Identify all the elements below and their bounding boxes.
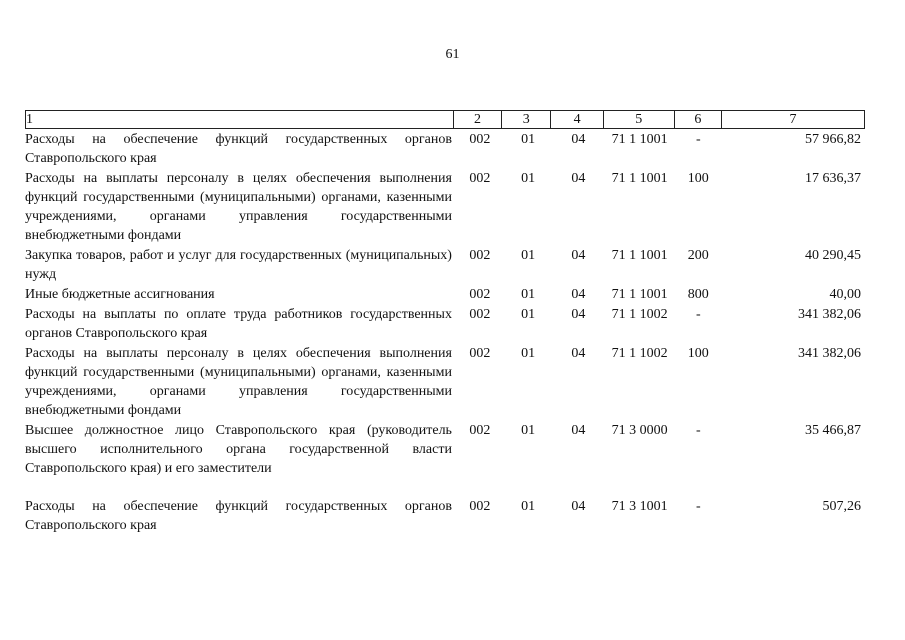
target-article: 71 1 1001 (611, 171, 668, 186)
table-row (25, 130, 865, 168)
table-row (25, 305, 865, 343)
table-row (25, 246, 865, 284)
expense-name: Закупка товаров, работ и услуг для государственных (муниципальных) нужд (25, 248, 452, 282)
expense-name: Иные бюджетные ассигнования (25, 287, 215, 302)
amount: 40,00 (829, 287, 861, 302)
amount: 57 966,82 (805, 132, 861, 147)
target-article: 71 1 1001 (611, 248, 668, 263)
subsection-code: 04 (571, 132, 586, 147)
ministry-code: 002 (469, 171, 491, 186)
section-code: 01 (521, 423, 536, 438)
expense-name: Расходы на выплаты персоналу в целях обеспечения выполнения функций государственными (муниципальными) органами, казенными учреждениями, органами управления государственными внебюджетными фондами (25, 171, 452, 243)
target-article: 71 1 1001 (611, 132, 668, 147)
table-row (25, 169, 865, 245)
target-article: 71 3 1001 (611, 499, 668, 514)
expense-name: Расходы на обеспечение функций государственных органов Ставропольского края (25, 499, 452, 533)
expense-type: - (695, 423, 701, 438)
section-code: 01 (521, 132, 536, 147)
expense-name: Расходы на обеспечение функций государственных органов Ставропольского края (25, 132, 452, 166)
subsection-code: 04 (571, 287, 586, 302)
target-article: 71 1 1002 (611, 307, 668, 322)
section-code: 01 (521, 248, 536, 263)
header-cell: 7 (721, 111, 864, 128)
header-cell: 2 (453, 111, 501, 128)
ministry-code: 002 (469, 307, 491, 322)
amount: 341 382,06 (798, 307, 861, 322)
section-code: 01 (521, 287, 536, 302)
subsection-code: 04 (571, 346, 586, 361)
expense-name: Высшее должностное лицо Ставропольского края (руководитель высшего исполнительного органа государственной власти Ставропольского края) и его заместители (25, 423, 452, 476)
table-header (25, 110, 865, 129)
section-code: 01 (521, 171, 536, 186)
table-row (25, 497, 865, 535)
ministry-code: 002 (469, 287, 491, 302)
target-article: 71 1 1002 (611, 346, 668, 361)
subsection-code: 04 (571, 423, 586, 438)
header-cell: 1 (26, 112, 33, 127)
expense-type: - (695, 132, 701, 147)
section-code: 01 (521, 307, 536, 322)
subsection-code: 04 (571, 171, 586, 186)
table-row (25, 285, 865, 304)
header-cell: 4 (550, 111, 602, 128)
ministry-code: 002 (469, 346, 491, 361)
amount: 17 636,37 (805, 171, 861, 186)
expense-type: - (695, 499, 701, 514)
section-code: 01 (521, 346, 536, 361)
expense-type: 200 (687, 248, 709, 263)
section-code: 01 (521, 499, 536, 514)
target-article: 71 1 1001 (611, 287, 668, 302)
amount: 35 466,87 (805, 423, 861, 438)
amount: 507,26 (822, 499, 861, 514)
amount: 40 290,45 (805, 248, 861, 263)
ministry-code: 002 (469, 423, 491, 438)
table-row (25, 344, 865, 420)
subsection-code: 04 (571, 307, 586, 322)
amount: 341 382,06 (798, 346, 861, 361)
table-row (25, 421, 865, 478)
expense-name: Расходы на выплаты по оплате труда работников государственных органов Ставропольского края (25, 307, 452, 341)
header-cell: 3 (501, 111, 550, 128)
expense-type: - (695, 307, 701, 322)
expense-name: Расходы на выплаты персоналу в целях обеспечения выполнения функций государственными (муниципальными) органами, казенными учреждениями, органами управления государственными внебюджетными фондами (25, 346, 452, 418)
header-cell: 6 (674, 111, 721, 128)
header-cell: 5 (603, 111, 674, 128)
budget-table (25, 110, 865, 535)
subsection-code: 04 (571, 248, 586, 263)
expense-type: 100 (687, 171, 709, 186)
subsection-code: 04 (571, 499, 586, 514)
ministry-code: 002 (469, 248, 491, 263)
page-number: 61 (445, 47, 460, 62)
ministry-code: 002 (469, 132, 491, 147)
ministry-code: 002 (469, 499, 491, 514)
expense-type: 800 (687, 287, 709, 302)
target-article: 71 3 0000 (611, 423, 668, 438)
expense-type: 100 (687, 346, 709, 361)
row-gap (25, 478, 865, 496)
